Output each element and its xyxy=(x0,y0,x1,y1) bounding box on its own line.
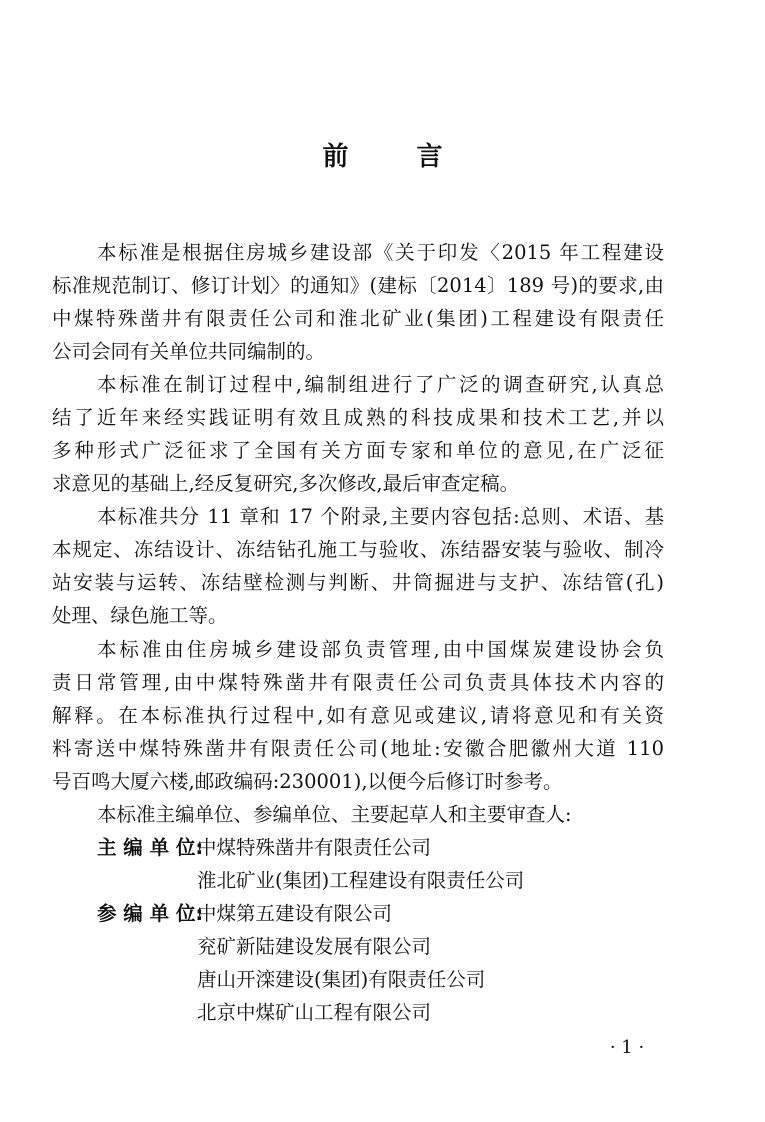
paragraph-line: 多种形式广泛征求了全国有关方面专家和单位的意见,在广泛征 xyxy=(52,439,664,462)
paragraph-line: 本标准在制订过程中,编制组进行了广泛的调查研究,认真总 xyxy=(97,373,664,396)
paragraph-line: 结了近年来经实践证明有效且成熟的科技成果和技术工艺,并以 xyxy=(52,406,664,429)
unit-name: 北京中煤矿山工程有限公司 xyxy=(197,1001,432,1024)
paragraph-line: 责日常管理,由中煤特殊凿井有限责任公司负责具体技术内容的 xyxy=(52,671,664,694)
page-number: · 1 · xyxy=(609,1037,645,1058)
page-title xyxy=(0,140,765,174)
title-char: 前 xyxy=(322,142,349,172)
participating-unit-row xyxy=(97,897,392,930)
paragraph-line: 求意见的基础上,经反复研究,多次修改,最后审查定稿。 xyxy=(52,472,520,495)
paragraph-line: 标准规范制订、修订计划〉的通知》(建标〔2014〕189 号)的要求,由 xyxy=(52,274,664,297)
paragraph-line: 处理、绿色施工等。 xyxy=(52,604,228,627)
paragraph-line: 本标准共分 11 章和 17 个附录,主要内容包括:总则、术语、基 xyxy=(97,505,664,528)
unit-name: 中煤第五建设有限公司 xyxy=(197,902,393,925)
paragraph-line: 号百鸣大厦六楼,邮政编码:230001),以便今后修订时参考。 xyxy=(52,770,563,793)
paragraph-line: 本标准是根据住房城乡建设部《关于印发〈2015 年工程建设 xyxy=(97,241,664,264)
paragraph-line: 本标准主编单位、参编单位、主要起草人和主要审查人: xyxy=(97,803,572,826)
paragraph-line: 中煤特殊凿井有限责任公司和淮北矿业(集团)工程建设有限责任 xyxy=(52,307,664,330)
unit-name: 唐山开滦建设(集团)有限责任公司 xyxy=(197,968,486,991)
paragraph-line: 站安装与运转、冻结壁检测与判断、井筒掘进与支护、冻结管(孔) xyxy=(52,571,664,594)
paragraph-line: 料寄送中煤特殊凿井有限责任公司(地址:安徽合肥徽州大道 110 xyxy=(52,737,664,760)
paragraph-line: 本标准由住房城乡建设部负责管理,由中国煤炭建设协会负 xyxy=(97,638,664,661)
unit-name: 中煤特殊凿井有限责任公司 xyxy=(197,836,432,859)
paragraph-line: 公司会同有关单位共同编制的。 xyxy=(52,340,326,363)
unit-name: 兖矿新陆建设发展有限公司 xyxy=(197,935,432,958)
paragraph-line: 本规定、冻结设计、冻结钻孔施工与验收、冻结器安装与验收、制冷 xyxy=(52,538,664,561)
title-char: 言 xyxy=(416,142,443,172)
paragraph-line: 解释。在本标准执行过程中,如有意见或建议,请将意见和有关资 xyxy=(52,704,664,727)
chief-unit-row xyxy=(97,831,431,864)
participating-units-label: 参 编 单 位: xyxy=(97,902,204,925)
unit-name: 淮北矿业(集团)工程建设有限责任公司 xyxy=(197,869,525,892)
chief-units-label: 主 编 单 位: xyxy=(97,836,204,859)
